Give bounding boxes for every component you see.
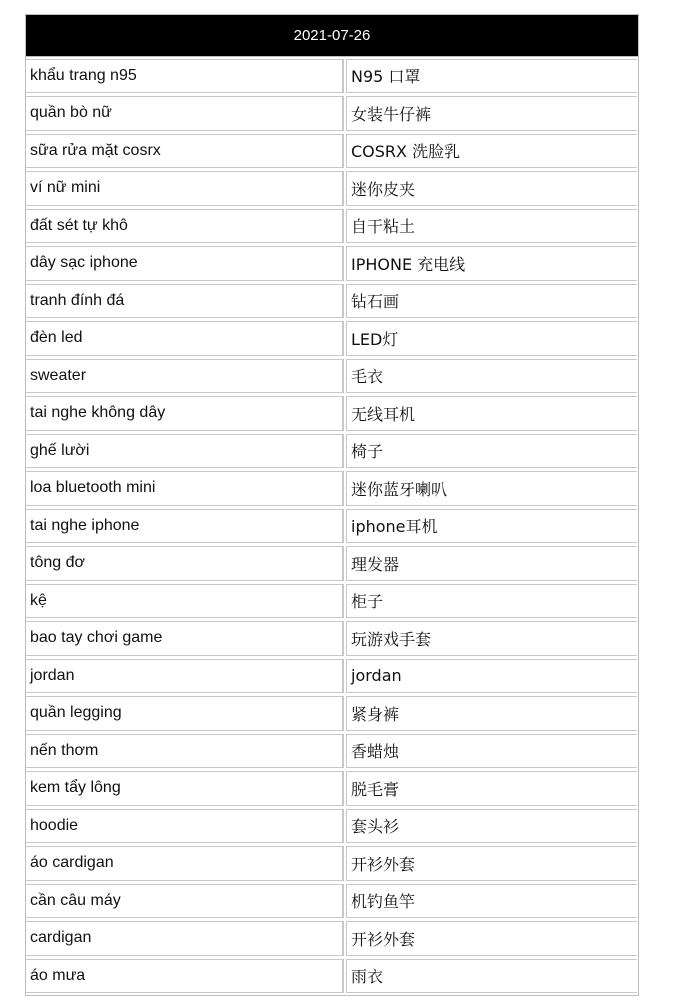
table-row <box>26 245 638 283</box>
vietnamese-keyword-cell: jordan <box>26 659 344 694</box>
table-row <box>26 770 638 808</box>
chinese-keyword-cell: iphone耳机 <box>346 509 637 544</box>
chinese-keyword-cell: 紧身裤 <box>346 696 637 731</box>
chinese-keyword-cell: 无线耳机 <box>346 396 637 431</box>
vietnamese-keyword-cell: kem tẩy lông <box>26 771 344 806</box>
vietnamese-keyword-cell: dây sạc iphone <box>26 246 344 281</box>
chinese-keyword-cell: LED灯 <box>346 321 637 356</box>
chinese-keyword-cell: 套头衫 <box>346 809 637 844</box>
chinese-keyword-cell: 开衫外套 <box>346 921 637 956</box>
chinese-keyword-cell: 椅子 <box>346 434 637 469</box>
vietnamese-keyword-cell: đất sét tự khô <box>26 209 344 244</box>
table-row <box>26 582 638 620</box>
vietnamese-keyword-cell: tai nghe iphone <box>26 509 344 544</box>
chinese-keyword-cell: 开衫外套 <box>346 846 637 881</box>
table-row <box>26 807 638 845</box>
vietnamese-keyword-cell: ví nữ mini <box>26 171 344 206</box>
vietnamese-keyword-cell: đèn led <box>26 321 344 356</box>
chinese-keyword-cell: 机钓鱼竿 <box>346 884 637 919</box>
chinese-keyword-cell: IPHONE 充电线 <box>346 246 637 281</box>
table-row <box>26 320 638 358</box>
chinese-keyword-cell: 雨衣 <box>346 959 637 994</box>
vietnamese-keyword-cell: tông đơ <box>26 546 344 581</box>
chinese-keyword-cell: N95 口罩 <box>346 59 637 94</box>
table-row <box>26 507 638 545</box>
chinese-keyword-cell: 毛衣 <box>346 359 637 394</box>
vietnamese-keyword-cell: áo mưa <box>26 959 344 994</box>
table-header-date: 2021-07-26 <box>26 15 638 57</box>
chinese-keyword-cell: COSRX 洗脸乳 <box>346 134 637 169</box>
table-row <box>26 432 638 470</box>
table-row <box>26 695 638 733</box>
table-row <box>26 170 638 208</box>
vietnamese-keyword-cell: sữa rửa mặt cosrx <box>26 134 344 169</box>
table-row <box>26 132 638 170</box>
chinese-keyword-cell: 理发器 <box>346 546 637 581</box>
chinese-keyword-cell: 女装牛仔裤 <box>346 96 637 131</box>
vietnamese-keyword-cell: quần legging <box>26 696 344 731</box>
table-row <box>26 357 638 395</box>
table-row <box>26 620 638 658</box>
table-row <box>26 845 638 883</box>
table-body <box>26 57 638 995</box>
vietnamese-keyword-cell: khẩu trang n95 <box>26 59 344 94</box>
vietnamese-keyword-cell: hoodie <box>26 809 344 844</box>
vietnamese-keyword-cell: sweater <box>26 359 344 394</box>
vietnamese-keyword-cell: kệ <box>26 584 344 619</box>
table-row <box>26 732 638 770</box>
table-row <box>26 957 638 995</box>
table-row <box>26 545 638 583</box>
keyword-table <box>25 14 639 996</box>
chinese-keyword-cell: 香蜡烛 <box>346 734 637 769</box>
chinese-keyword-cell: 迷你蓝牙喇叭 <box>346 471 637 506</box>
chinese-keyword-cell: 柜子 <box>346 584 637 619</box>
table-row <box>26 57 638 95</box>
vietnamese-keyword-cell: nến thơm <box>26 734 344 769</box>
table-row <box>26 282 638 320</box>
table-row <box>26 920 638 958</box>
chinese-keyword-cell: 钻石画 <box>346 284 637 319</box>
vietnamese-keyword-cell: cần câu máy <box>26 884 344 919</box>
vietnamese-keyword-cell: ghế lười <box>26 434 344 469</box>
table-row <box>26 882 638 920</box>
vietnamese-keyword-cell: cardigan <box>26 921 344 956</box>
vietnamese-keyword-cell: loa bluetooth mini <box>26 471 344 506</box>
chinese-keyword-cell: 脱毛膏 <box>346 771 637 806</box>
chinese-keyword-cell: jordan <box>346 659 637 694</box>
table-row <box>26 657 638 695</box>
table-row <box>26 207 638 245</box>
vietnamese-keyword-cell: tranh đính đá <box>26 284 344 319</box>
vietnamese-keyword-cell: bao tay chơi game <box>26 621 344 656</box>
chinese-keyword-cell: 玩游戏手套 <box>346 621 637 656</box>
vietnamese-keyword-cell: quần bò nữ <box>26 96 344 131</box>
vietnamese-keyword-cell: tai nghe không dây <box>26 396 344 431</box>
chinese-keyword-cell: 自干粘土 <box>346 209 637 244</box>
chinese-keyword-cell: 迷你皮夹 <box>346 171 637 206</box>
table-row <box>26 470 638 508</box>
vietnamese-keyword-cell: áo cardigan <box>26 846 344 881</box>
table-row <box>26 95 638 133</box>
table-row <box>26 395 638 433</box>
